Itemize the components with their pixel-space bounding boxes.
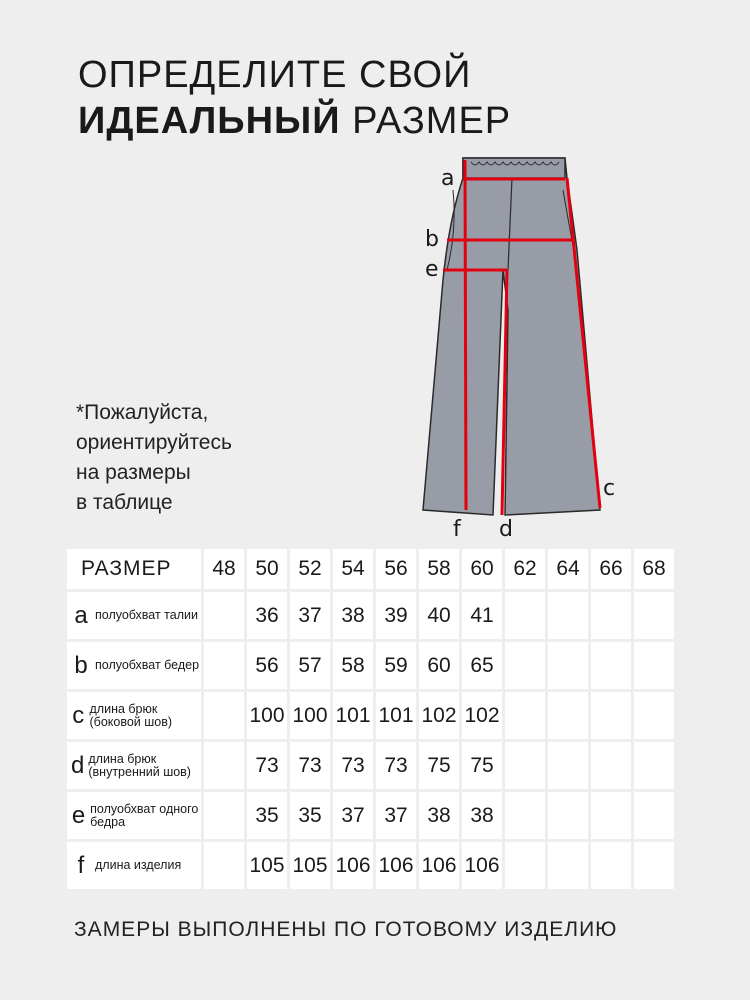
table-cell: 75 <box>462 742 502 789</box>
table-cell: 73 <box>333 742 373 789</box>
row-letter: c <box>72 701 85 729</box>
table-body <box>67 592 674 889</box>
table-cell <box>204 742 244 789</box>
pants-measurement-diagram <box>405 150 650 545</box>
pants-silhouette <box>423 158 600 515</box>
measure-f-line <box>465 160 466 510</box>
table-cell <box>505 742 545 789</box>
table-cell: 57 <box>290 642 330 689</box>
table-cell: 73 <box>247 742 287 789</box>
size-header: 60 <box>462 549 502 589</box>
table-cell: 75 <box>419 742 459 789</box>
table-cell: 100 <box>247 692 287 739</box>
table-cell: 106 <box>462 842 502 889</box>
table-cell <box>548 642 588 689</box>
title-bold-word: ИДЕАЛЬНЫЙ <box>78 100 341 142</box>
note-line-3: на размеры <box>76 461 191 484</box>
table-cell <box>591 742 631 789</box>
table-cell: 59 <box>376 642 416 689</box>
label-f: f <box>453 517 461 542</box>
size-chart-table <box>64 546 677 892</box>
table-cell: 105 <box>247 842 287 889</box>
table-cell: 102 <box>462 692 502 739</box>
size-header: 48 <box>204 549 244 589</box>
table-cell: 35 <box>247 792 287 839</box>
table-cell <box>505 792 545 839</box>
size-header: 66 <box>591 549 631 589</box>
table-cell: 65 <box>462 642 502 689</box>
table-cell: 56 <box>247 642 287 689</box>
table-cell <box>204 692 244 739</box>
table-cell: 36 <box>247 592 287 639</box>
size-header: 64 <box>548 549 588 589</box>
table-cell <box>548 792 588 839</box>
row-letter: a <box>74 601 88 629</box>
table-cell: 101 <box>333 692 373 739</box>
table-cell: 100 <box>290 692 330 739</box>
table-cell <box>505 642 545 689</box>
table-cell: 38 <box>333 592 373 639</box>
table-cell <box>634 592 674 639</box>
size-header: 56 <box>376 549 416 589</box>
row-label <box>67 642 201 689</box>
table-cell: 106 <box>419 842 459 889</box>
title-line-1: ОПРЕДЕЛИТЕ СВОЙ <box>78 54 472 96</box>
size-note <box>76 398 232 518</box>
table-cell <box>204 592 244 639</box>
table-cell <box>634 842 674 889</box>
table-cell: 73 <box>290 742 330 789</box>
row-description: длина брюк (внутренний шов) <box>88 751 191 779</box>
size-header: 50 <box>247 549 287 589</box>
row-letter: e <box>71 801 86 829</box>
label-b: b <box>425 227 439 252</box>
row-letter: d <box>71 751 85 779</box>
table-cell <box>548 742 588 789</box>
table-cell <box>505 592 545 639</box>
table-cell: 35 <box>290 792 330 839</box>
table-cell: 60 <box>419 642 459 689</box>
table-cell: 101 <box>376 692 416 739</box>
table-row <box>67 842 674 889</box>
table-cell <box>204 642 244 689</box>
table-cell: 106 <box>333 842 373 889</box>
table-cell: 73 <box>376 742 416 789</box>
table-cell <box>548 842 588 889</box>
row-description: длина изделия <box>95 858 182 872</box>
table-cell: 102 <box>419 692 459 739</box>
row-description: полуобхват бедер <box>95 658 200 672</box>
row-label <box>67 792 201 839</box>
row-letter: f <box>77 851 85 879</box>
table-cell: 37 <box>333 792 373 839</box>
table-cell <box>634 742 674 789</box>
table-cell: 40 <box>419 592 459 639</box>
table-cell <box>591 592 631 639</box>
table-header-row <box>67 549 674 589</box>
table-cell <box>204 792 244 839</box>
table-row <box>67 592 674 639</box>
row-label <box>67 842 201 889</box>
size-header: 68 <box>634 549 674 589</box>
row-description: длина брюк (боковой шов) <box>89 701 173 729</box>
size-header: 54 <box>333 549 373 589</box>
table-cell: 37 <box>290 592 330 639</box>
table-cell: 41 <box>462 592 502 639</box>
table-cell: 38 <box>419 792 459 839</box>
table-cell: 58 <box>333 642 373 689</box>
table-row <box>67 642 674 689</box>
table-cell: 37 <box>376 792 416 839</box>
note-line-1: *Пожалуйста, <box>76 401 209 424</box>
row-letter: b <box>74 651 88 679</box>
row-label <box>67 592 201 639</box>
table-row <box>67 792 674 839</box>
row-label <box>67 692 201 739</box>
label-d: d <box>499 517 513 542</box>
table-row <box>67 692 674 739</box>
table-cell <box>591 792 631 839</box>
table-cell <box>505 842 545 889</box>
label-a: a <box>441 166 455 191</box>
table-cell <box>591 692 631 739</box>
size-header: 58 <box>419 549 459 589</box>
title-line-2 <box>78 98 511 144</box>
waistband <box>463 158 565 178</box>
row-label <box>67 742 201 789</box>
header-label: РАЗМЕР <box>67 549 201 589</box>
note-line-2: ориентируйтесь <box>76 431 232 454</box>
table-cell <box>634 792 674 839</box>
table-cell <box>634 692 674 739</box>
note-line-4: в таблице <box>76 491 173 514</box>
table-cell <box>204 842 244 889</box>
table-cell: 39 <box>376 592 416 639</box>
table-cell <box>591 642 631 689</box>
title-rest: РАЗМЕР <box>340 100 512 142</box>
size-header: 62 <box>505 549 545 589</box>
label-c: c <box>603 476 616 501</box>
table-cell: 105 <box>290 842 330 889</box>
table-row <box>67 742 674 789</box>
size-header: 52 <box>290 549 330 589</box>
footer-note: ЗАМЕРЫ ВЫПОЛНЕНЫ ПО ГОТОВОМУ ИЗДЕЛИЮ <box>74 918 618 941</box>
row-description: полуобхват талии <box>95 608 198 622</box>
table-cell <box>548 692 588 739</box>
table-cell: 38 <box>462 792 502 839</box>
table-cell <box>548 592 588 639</box>
table-cell <box>505 692 545 739</box>
table-cell: 106 <box>376 842 416 889</box>
row-description: полуобхват одного бедра <box>90 801 199 829</box>
table-cell <box>591 842 631 889</box>
table-cell <box>634 642 674 689</box>
label-e: e <box>425 257 439 282</box>
page-title <box>78 52 511 144</box>
